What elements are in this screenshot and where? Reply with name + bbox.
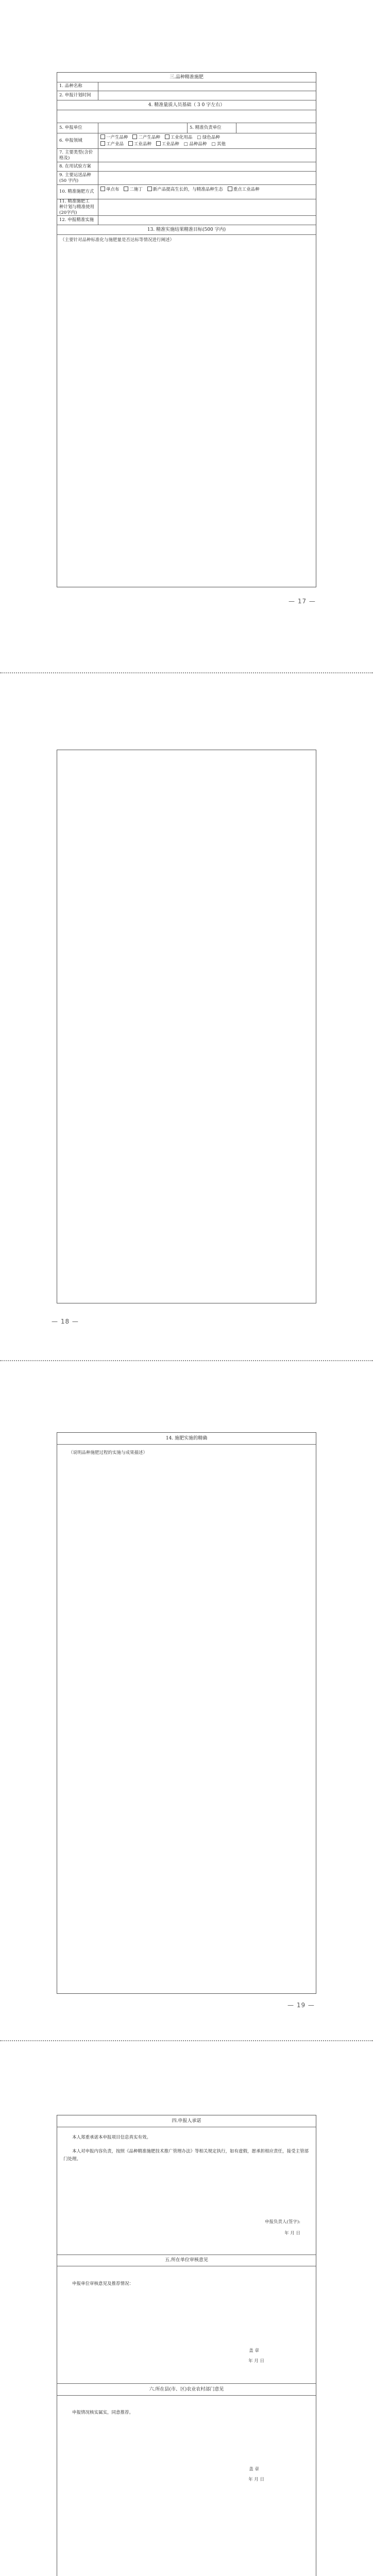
row-label: 10. 精准施肥方式: [57, 185, 98, 199]
checkbox-icon: [100, 187, 105, 191]
approval-table: [57, 2115, 316, 2576]
section-title: 六.所在县(市、区)农业农村部门意见: [57, 2383, 316, 2396]
form-row: [57, 172, 316, 185]
row-label: 12. 申报精准实施: [57, 216, 98, 225]
checkbox-icon: [100, 141, 105, 146]
checkbox-icon: [128, 141, 133, 146]
seal-line: 盖 章: [249, 2348, 259, 2353]
bottom-header: 13. 精准实施结果精准目标(500 字内): [57, 225, 316, 235]
checkbox-icon: [100, 134, 105, 139]
form-row: [57, 91, 316, 100]
form-row: [57, 149, 316, 162]
page-3: [0, 1363, 373, 2040]
pledge-text: 本人郑重承诺本申报项目信息真实有效。 本人对申报内容负责，按照《品种精准施肥技术推广管理办法》等相关规定执行，如有虚假，愿承担相应责任，接受主管部门处理。: [63, 2135, 309, 2162]
row-label: 5. 申报单位: [57, 123, 98, 133]
page-4: [0, 2043, 373, 2576]
subheader: 4. 精准量质人员基础（ 3 0 字左右）: [57, 100, 316, 110]
option[interactable]: 工业品种: [128, 142, 151, 147]
county-text: 申报情况核实属实，同意推荐。: [72, 2410, 134, 2415]
row-label: 11. 精准施肥工 种计划与精准使用 (20字内): [57, 199, 98, 215]
row-label: 2. 申报计划时间: [57, 91, 98, 100]
option[interactable]: 工业品种: [156, 142, 179, 147]
bottom-note: （主要针对品种标准化与施肥量是否达标等情况进行阐述）: [60, 238, 175, 243]
checkbox-icon: [165, 134, 169, 139]
checkbox-icon: [124, 187, 128, 191]
checkbox-icon: [228, 187, 232, 191]
method-options: [100, 185, 315, 199]
page-number: — 17 —: [289, 598, 316, 605]
form-row: [57, 82, 316, 91]
review-text: 申报单位审核意见及推荐情况：: [72, 2281, 134, 2286]
page-number: — 19 —: [287, 2002, 315, 2009]
section-title: 四.申报人承诺: [57, 2115, 316, 2127]
blank-continuation-frame: [57, 750, 316, 1303]
page-divider: [0, 672, 373, 673]
results-note: （说明品种施肥过程的实施与成果描述）: [69, 1450, 148, 1455]
option[interactable]: 新产品提高生长的，与精准品种生态: [147, 187, 223, 192]
signature-line: 申报负责人(签字):: [265, 2219, 300, 2225]
option[interactable]: 一产生品种: [100, 135, 128, 140]
option[interactable]: □ 绿色品种: [197, 135, 220, 140]
page-number: — 18 —: [52, 1318, 79, 1325]
form-row: [57, 162, 316, 172]
option[interactable]: □ 其他: [211, 142, 226, 147]
application-form-table: [57, 72, 316, 587]
checkbox-icon: [132, 134, 137, 139]
row-label: 1. 品种名称: [57, 82, 98, 91]
option[interactable]: 二施丁: [124, 187, 143, 192]
option[interactable]: 二产生品种: [132, 135, 160, 140]
section-header: 14. 施肥实施的精确: [57, 1433, 316, 1445]
page-divider: [0, 1360, 373, 1361]
option[interactable]: 单点布: [100, 187, 120, 192]
option[interactable]: □ 品种品种: [183, 142, 207, 147]
date-line: 年 月 日: [248, 2359, 264, 2364]
row-label: 5. 精准负责单位: [187, 123, 236, 133]
date-line: 年 月 日: [284, 2231, 300, 2236]
option[interactable]: 重点工业品种: [228, 187, 260, 192]
category-row: [57, 133, 316, 149]
page-1: [0, 0, 373, 670]
option[interactable]: 工业化用品: [165, 135, 193, 140]
row-label: 7. 主要类型(含价 格及): [57, 149, 98, 162]
section-title: 三.品种精准施肥: [57, 73, 316, 82]
section-title: 五.所在单位审核意见: [57, 2255, 316, 2266]
contact-row: [57, 123, 316, 133]
checkbox-icon: [156, 141, 161, 146]
page-divider: [0, 2040, 373, 2041]
category-options: [100, 133, 315, 148]
page-2: [0, 675, 373, 1360]
row-label: 6. 申报领域: [57, 133, 98, 148]
checkbox-icon: [147, 187, 152, 191]
method-row: [57, 185, 316, 199]
results-frame: [57, 1432, 316, 1994]
seal-line: 盖 章: [249, 2467, 259, 2472]
row-label: 8. 在用试验方案: [57, 162, 98, 171]
row-label: 9. 主要运送品种 (50 字内): [57, 172, 98, 184]
date-line: 年 月 日: [248, 2477, 264, 2482]
form-row: [57, 199, 316, 216]
form-row: [57, 110, 316, 123]
option[interactable]: 工产业品: [100, 142, 124, 147]
form-row: [57, 216, 316, 225]
